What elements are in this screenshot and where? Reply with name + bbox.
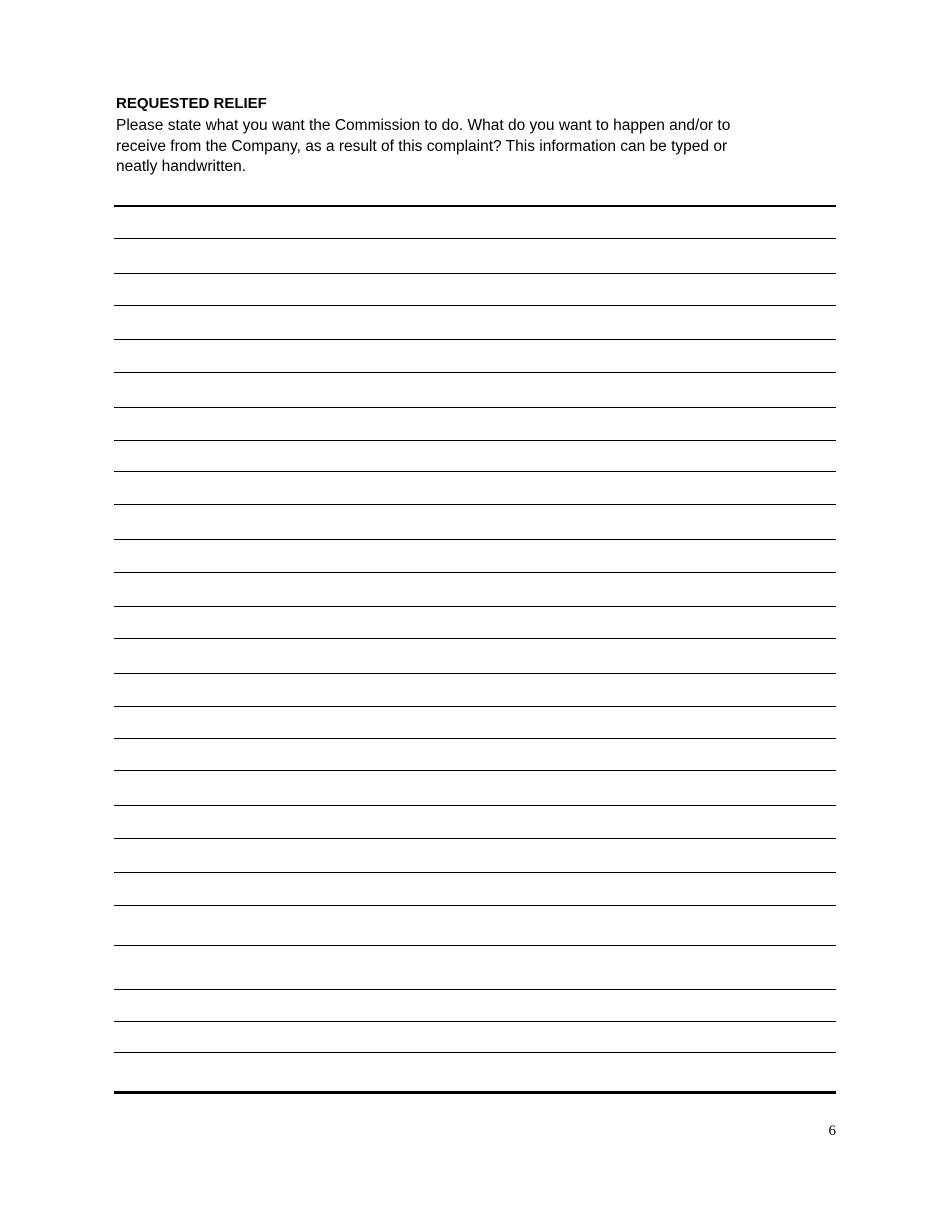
writing-line [114, 339, 836, 340]
instructions-line: Please state what you want the Commission to do. What do you want to happen and/or to [116, 117, 731, 134]
writing-line [114, 1021, 836, 1022]
writing-line [114, 905, 836, 906]
writing-line [114, 372, 836, 373]
writing-line [114, 471, 836, 472]
writing-line [114, 989, 836, 990]
writing-line [114, 872, 836, 873]
writing-line [114, 504, 836, 505]
writing-line [114, 407, 836, 408]
writing-line [114, 1091, 836, 1094]
writing-line [114, 838, 836, 839]
writing-line [114, 539, 836, 540]
writing-line [114, 1052, 836, 1053]
writing-line [114, 205, 836, 207]
writing-line [114, 606, 836, 607]
writing-line [114, 738, 836, 739]
writing-line [114, 673, 836, 674]
writing-line [114, 440, 836, 441]
instructions-text [116, 116, 816, 178]
writing-line [114, 706, 836, 707]
instructions-line: receive from the Company, as a result of this complaint? This information can be typed or [116, 137, 728, 155]
writing-line [114, 638, 836, 639]
page-number: 6 [828, 1123, 836, 1139]
writing-line [114, 273, 836, 274]
writing-line [114, 945, 836, 946]
writing-line [114, 305, 836, 306]
writing-line [114, 805, 836, 806]
writing-line [114, 238, 836, 239]
writing-line [114, 572, 836, 573]
writing-line [114, 770, 836, 771]
section-heading: REQUESTED RELIEF [116, 95, 267, 112]
instructions-line: neatly handwritten. [116, 158, 247, 175]
